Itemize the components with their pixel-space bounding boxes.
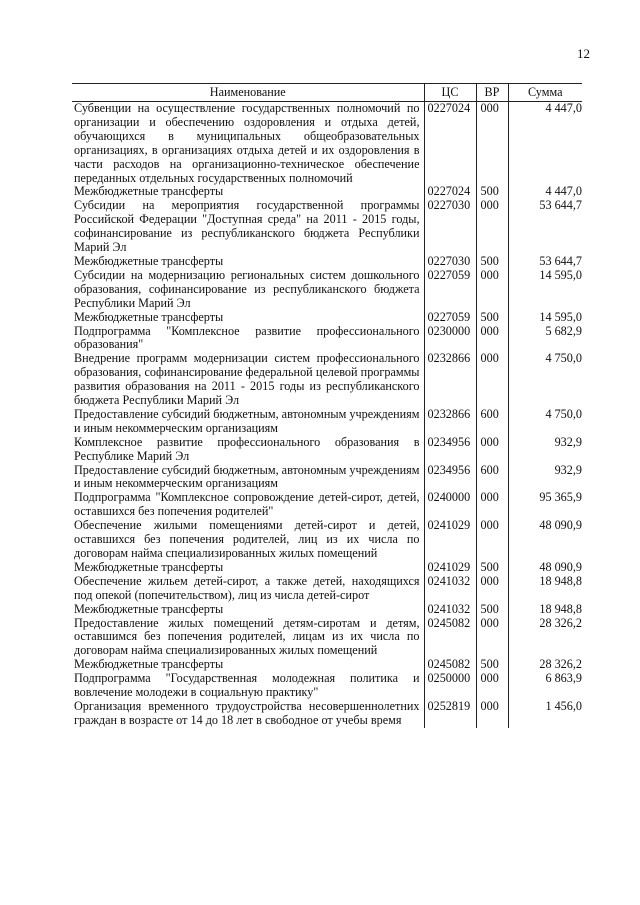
- row-cs-cell: 0232866: [424, 352, 476, 408]
- row-vr-cell: 000: [476, 269, 508, 311]
- table-row: [72, 672, 582, 700]
- row-sum-cell: 48 090,9: [508, 519, 582, 561]
- table-row: [72, 255, 582, 269]
- row-vr-cell: 500: [476, 658, 508, 672]
- row-name-cell: Межбюджетные трансферты: [72, 658, 424, 672]
- table-row: [72, 102, 582, 186]
- row-sum-cell: 1 456,0: [508, 700, 582, 728]
- row-cs-cell: 0240000: [424, 491, 476, 519]
- table-row: [72, 185, 582, 199]
- row-cs-cell: 0241032: [424, 575, 476, 603]
- row-sum-cell: 53 644,7: [508, 199, 582, 255]
- row-cs-cell: 0227059: [424, 311, 476, 325]
- table-row: [72, 519, 582, 561]
- row-cs-cell: 0227059: [424, 269, 476, 311]
- row-vr-cell: 600: [476, 408, 508, 436]
- table-row: [72, 561, 582, 575]
- row-name-cell: Предоставление субсидий бюджетным, автономным учреждениям и иным некоммерческим организациям: [72, 408, 424, 436]
- row-cs-cell: 0250000: [424, 672, 476, 700]
- table-row: [72, 617, 582, 659]
- row-name-cell: Обеспечение жилыми помещениями детей-сирот и детей, оставшихся без попечения родителей, лиц из их числа по договорам найма специализированных жилых помещений: [72, 519, 424, 561]
- row-cs-cell: 0227024: [424, 185, 476, 199]
- row-cs-cell: 0241032: [424, 603, 476, 617]
- row-vr-cell: 500: [476, 255, 508, 269]
- header-cs: ЦС: [424, 84, 476, 102]
- row-cs-cell: 0230000: [424, 325, 476, 353]
- table-row: [72, 325, 582, 353]
- row-vr-cell: 500: [476, 561, 508, 575]
- row-name-cell: Межбюджетные трансферты: [72, 255, 424, 269]
- row-vr-cell: 000: [476, 325, 508, 353]
- row-sum-cell: 48 090,9: [508, 561, 582, 575]
- row-name-cell: Межбюджетные трансферты: [72, 185, 424, 199]
- row-vr-cell: 500: [476, 185, 508, 199]
- row-name-cell: Подпрограмма "Комплексное развитие профессионального образования": [72, 325, 424, 353]
- row-vr-cell: 000: [476, 672, 508, 700]
- row-sum-cell: 18 948,8: [508, 575, 582, 603]
- row-vr-cell: 000: [476, 102, 508, 186]
- row-name-cell: Подпрограмма "Комплексное сопровождение детей-сирот, детей, оставшихся без попечения родителей": [72, 491, 424, 519]
- row-cs-cell: 0241029: [424, 519, 476, 561]
- row-sum-cell: 932,9: [508, 436, 582, 464]
- table-row: [72, 700, 582, 728]
- table-row: [72, 603, 582, 617]
- row-sum-cell: 4 750,0: [508, 352, 582, 408]
- row-name-cell: Субсидии на мероприятия государственной программы Российской Федерации "Доступная среда" на 2011 - 2015 годы, софинансирование из республиканского бюджета Республики Марий Эл: [72, 199, 424, 255]
- row-name-cell: Предоставление жилых помещений детям-сиротам и детям, оставшимся без попечения родителей, лицам из их числа по договорам найма специализированных жилых помещений: [72, 617, 424, 659]
- row-cs-cell: 0232866: [424, 408, 476, 436]
- table-body: [72, 102, 582, 728]
- table-row: [72, 575, 582, 603]
- row-vr-cell: 500: [476, 311, 508, 325]
- row-sum-cell: 4 750,0: [508, 408, 582, 436]
- table-row: [72, 311, 582, 325]
- row-sum-cell: 28 326,2: [508, 658, 582, 672]
- page-number: 12: [577, 46, 590, 61]
- row-sum-cell: 28 326,2: [508, 617, 582, 659]
- row-cs-cell: 0234956: [424, 464, 476, 492]
- row-cs-cell: 0227030: [424, 255, 476, 269]
- row-cs-cell: 0234956: [424, 436, 476, 464]
- row-vr-cell: 000: [476, 491, 508, 519]
- row-vr-cell: 000: [476, 700, 508, 728]
- row-cs-cell: 0227024: [424, 102, 476, 186]
- table-row: [72, 199, 582, 255]
- row-name-cell: Комплексное развитие профессионального образования в Республике Марий Эл: [72, 436, 424, 464]
- header-name: Наименование: [72, 84, 424, 102]
- row-vr-cell: 000: [476, 436, 508, 464]
- row-sum-cell: 18 948,8: [508, 603, 582, 617]
- table-row: [72, 436, 582, 464]
- row-sum-cell: 4 447,0: [508, 102, 582, 186]
- row-name-cell: Внедрение программ модернизации систем профессионального образования, софинансирование федеральной целевой программы развития образования на 2011 - 2015 годы из республиканского бюджета Республики Марий Эл: [72, 352, 424, 408]
- row-name-cell: Межбюджетные трансферты: [72, 311, 424, 325]
- table-row: [72, 491, 582, 519]
- row-sum-cell: 6 863,9: [508, 672, 582, 700]
- row-name-cell: Субвенции на осуществление государственных полномочий по организации и обеспечению оздоровления и отдыха детей, обучающихся в муниципальных общеобразовательных организациях, в организациях отдыха детей и их оздоровления в части расходов на организационно-техническое обеспечение переданных отдельных государственных полномочий: [72, 102, 424, 186]
- row-name-cell: Субсидии на модернизацию региональных систем дошкольного образования, софинансирование из республиканского бюджета Республики Марий Эл: [72, 269, 424, 311]
- row-vr-cell: 600: [476, 464, 508, 492]
- row-vr-cell: 000: [476, 519, 508, 561]
- row-name-cell: Организация временного трудоустройства несовершеннолетних граждан в возрасте от 14 до 18 лет в свободное от учебы время: [72, 700, 424, 728]
- row-cs-cell: 0227030: [424, 199, 476, 255]
- row-vr-cell: 000: [476, 617, 508, 659]
- row-name-cell: Подпрограмма "Государственная молодежная политика и вовлечение молодежи в социальную практику": [72, 672, 424, 700]
- row-sum-cell: 5 682,9: [508, 325, 582, 353]
- row-cs-cell: 0252819: [424, 700, 476, 728]
- table-row: [72, 658, 582, 672]
- row-name-cell: Предоставление субсидий бюджетным, автономным учреждениям и иным некоммерческим организациям: [72, 464, 424, 492]
- row-vr-cell: 500: [476, 603, 508, 617]
- budget-table: [72, 83, 582, 728]
- table-row: [72, 269, 582, 311]
- row-name-cell: Межбюджетные трансферты: [72, 561, 424, 575]
- table-row: [72, 408, 582, 436]
- row-sum-cell: 932,9: [508, 464, 582, 492]
- row-sum-cell: 95 365,9: [508, 491, 582, 519]
- row-cs-cell: 0245082: [424, 617, 476, 659]
- row-sum-cell: 14 595,0: [508, 269, 582, 311]
- row-name-cell: Межбюджетные трансферты: [72, 603, 424, 617]
- row-vr-cell: 000: [476, 575, 508, 603]
- row-sum-cell: 14 595,0: [508, 311, 582, 325]
- table-row: [72, 352, 582, 408]
- header-sum: Сумма: [508, 84, 582, 102]
- row-vr-cell: 000: [476, 352, 508, 408]
- row-name-cell: Обеспечение жильем детей-сирот, а также детей, находящихся под опекой (попечительством), лиц из числа детей-сирот: [72, 575, 424, 603]
- row-cs-cell: 0245082: [424, 658, 476, 672]
- row-vr-cell: 000: [476, 199, 508, 255]
- row-sum-cell: 53 644,7: [508, 255, 582, 269]
- header-vr: ВР: [476, 84, 508, 102]
- row-cs-cell: 0241029: [424, 561, 476, 575]
- table-row: [72, 464, 582, 492]
- table-header-row: [72, 84, 582, 102]
- row-sum-cell: 4 447,0: [508, 185, 582, 199]
